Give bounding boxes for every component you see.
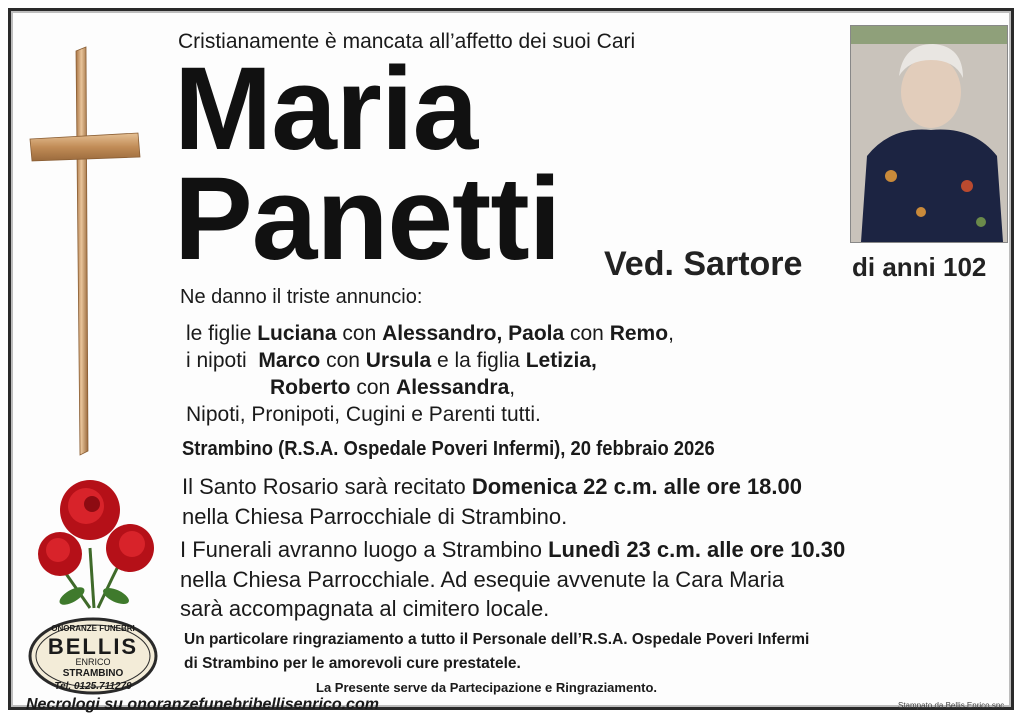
family-text: con bbox=[320, 349, 366, 372]
family-text: , bbox=[668, 322, 674, 345]
logo-name: BELLIS bbox=[47, 634, 139, 659]
deceased-photo bbox=[850, 25, 1008, 243]
family-name: Ursula bbox=[365, 349, 432, 372]
funeral-time: Lunedì 23 c.m. alle ore 10.30 bbox=[548, 537, 846, 562]
thanks-line-2: di Strambino per le amorevoli cure prestatele. bbox=[184, 655, 521, 673]
family-name: Roberto bbox=[270, 376, 351, 399]
family-name: Luciana bbox=[257, 322, 337, 345]
announcement-intro: Ne danno il triste annuncio: bbox=[180, 286, 423, 308]
family-text: con bbox=[336, 322, 383, 345]
family-text: con bbox=[564, 322, 610, 345]
family-line-2 bbox=[186, 347, 597, 374]
funeral-line-3: sarà accompagnata al cimitero locale. bbox=[180, 596, 550, 622]
rosary-block bbox=[182, 472, 802, 531]
rosary-text: Il Santo Rosario sarà recitato bbox=[182, 474, 472, 499]
age-text: di anni 102 bbox=[852, 252, 987, 282]
roses-icon bbox=[32, 478, 162, 610]
family-text: i nipoti bbox=[186, 349, 259, 372]
thanks-block bbox=[184, 628, 809, 676]
cross-icon bbox=[26, 45, 144, 457]
first-name: Maria bbox=[174, 43, 478, 175]
website-link[interactable]: Necrologi su onoranzefunebribellisenrico.com bbox=[26, 696, 379, 713]
funeral-line-2: nella Chiesa Parrocchiale. Ad esequie avvenute la Cara Maria bbox=[180, 566, 785, 592]
last-name: Panetti bbox=[174, 153, 561, 285]
place-date: Strambino (R.S.A. Ospedale Poveri Infermi), 20 febbraio 2026 bbox=[182, 438, 715, 460]
family-line-4: Nipoti, Pronipoti, Cugini e Parenti tutti. bbox=[186, 403, 541, 426]
family-name: Letizia, bbox=[525, 349, 597, 372]
printer-credit: Stampato da Bellis Enrico snc bbox=[898, 701, 1005, 710]
family-text: , bbox=[509, 376, 516, 399]
funeral-block bbox=[180, 535, 845, 624]
footer-note: La Presente serve da Partecipazione e Ringraziamento. bbox=[316, 680, 658, 695]
family-name: Remo bbox=[609, 322, 669, 345]
logo-town: STRAMBINO bbox=[62, 668, 124, 679]
family-name: Alessandro, Paola bbox=[382, 322, 565, 345]
family-name: Alessandra bbox=[396, 376, 510, 399]
thanks-line-1: Un particolare ringraziamento a tutto il Personale dell’R.S.A. Ospedale Poveri Infermi bbox=[184, 631, 810, 648]
logo-phone: Tel. 0125.711279 bbox=[54, 681, 132, 692]
family-name: Marco bbox=[258, 349, 321, 372]
rosary-location: nella Chiesa Parrocchiale di Strambino. bbox=[182, 503, 568, 529]
widow-of: Ved. Sartore bbox=[604, 245, 803, 283]
family-text: le figlie bbox=[186, 322, 258, 345]
family-line-3 bbox=[270, 374, 515, 401]
family-line-1 bbox=[186, 320, 674, 347]
logo-sub: ENRICO bbox=[75, 657, 111, 667]
logo-top-text: ONORANZE FUNEBRI bbox=[51, 624, 135, 633]
intro-text: Cristianamente è mancata all’affetto dei suoi Cari bbox=[178, 30, 636, 53]
family-text: con bbox=[350, 376, 397, 399]
portrait-image bbox=[851, 26, 1007, 242]
family-text: e la figlia bbox=[431, 349, 526, 372]
funeral-text: I Funerali avranno luogo a Strambino bbox=[180, 537, 549, 562]
rosary-time: Domenica 22 c.m. alle ore 18.00 bbox=[471, 474, 802, 499]
